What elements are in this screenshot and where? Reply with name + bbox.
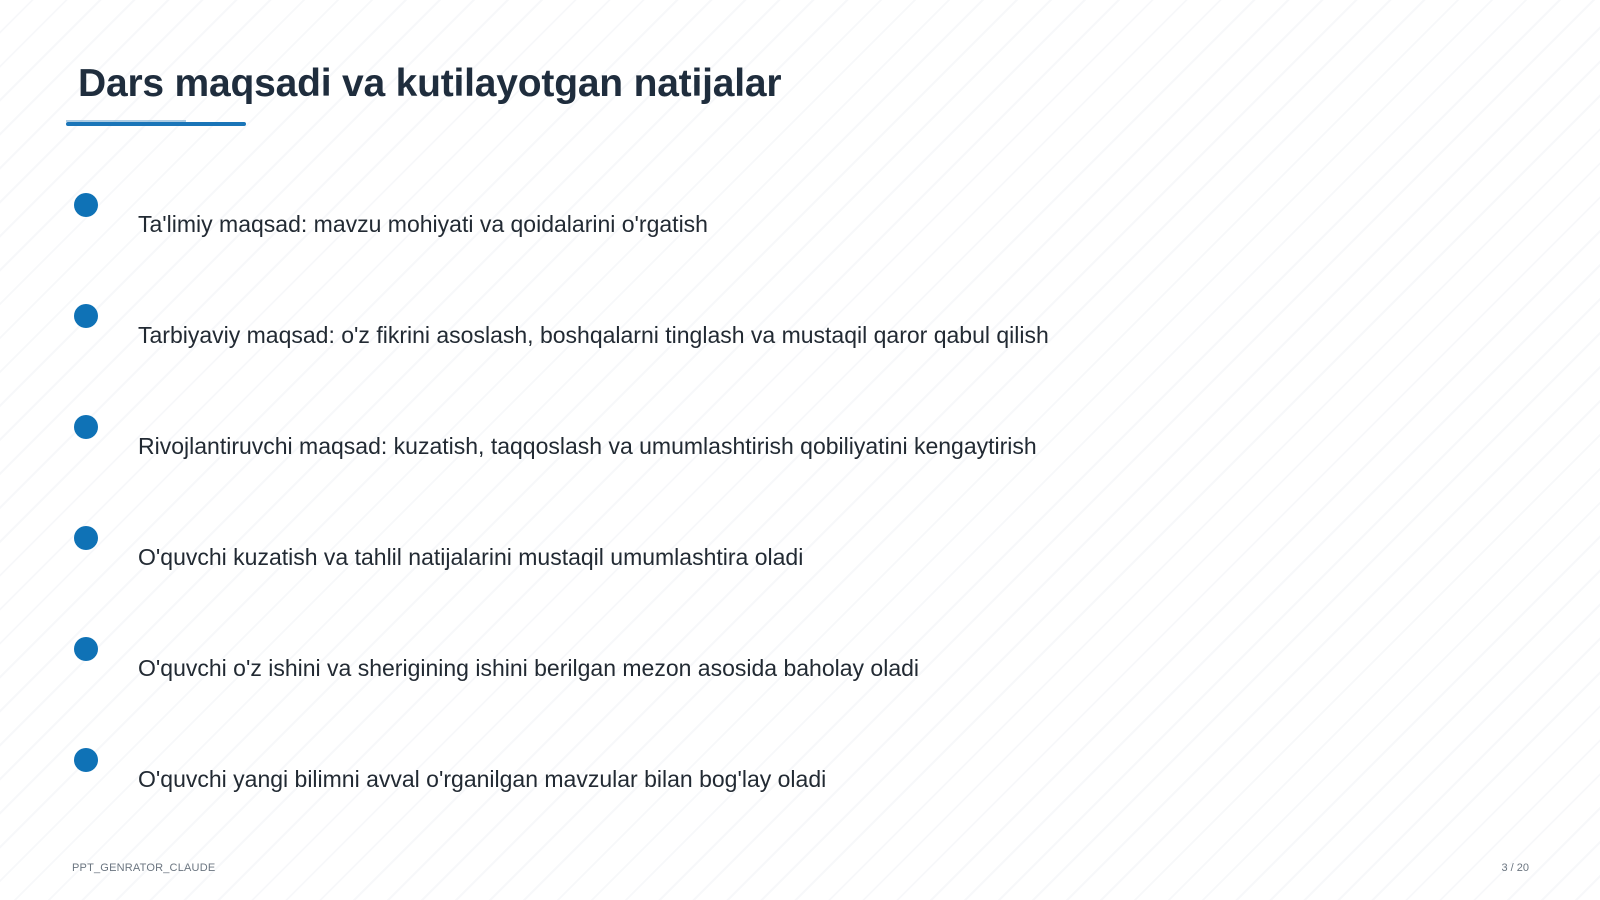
bullet-dot-icon [74,526,98,550]
list-item-text: Rivojlantiruvchi maqsad: kuzatish, taqqoslash va umumlashtirish qobiliyatini kengaytirish [138,433,1037,459]
list-item [0,526,1600,586]
list-item [0,415,1600,475]
page-number: 3 / 20 [1501,862,1529,874]
bullet-dot-icon [74,415,98,439]
slide-title: Dars maqsadi va kutilayotgan natijalar [78,62,782,105]
list-item-text: O'quvchi kuzatish va tahlil natijalarini mustaqil umumlashtira oladi [138,544,804,570]
bullet-dot-icon [74,304,98,328]
list-item [0,748,1600,808]
bullet-dot-icon [74,193,98,217]
footer-label: PPT_GENRATOR_CLAUDE [72,862,216,874]
list-item [0,193,1600,253]
bullet-dot-icon [74,637,98,661]
bullet-dot-icon [74,748,98,772]
list-item-text: Ta'limiy maqsad: mavzu mohiyati va qoidalarini o'rgatish [138,211,708,237]
list-item [0,637,1600,697]
list-item [0,304,1600,364]
list-item-text: Tarbiyaviy maqsad: o'z fikrini asoslash, boshqalarni tinglash va mustaqil qaror qabul qilish [138,322,1049,348]
list-item-text: O'quvchi o'z ishini va sherigining ishini berilgan mezon asosida baholay oladi [138,655,920,681]
list-item-text: O'quvchi yangi bilimni avval o'rganilgan mavzular bilan bog'lay oladi [138,766,827,792]
